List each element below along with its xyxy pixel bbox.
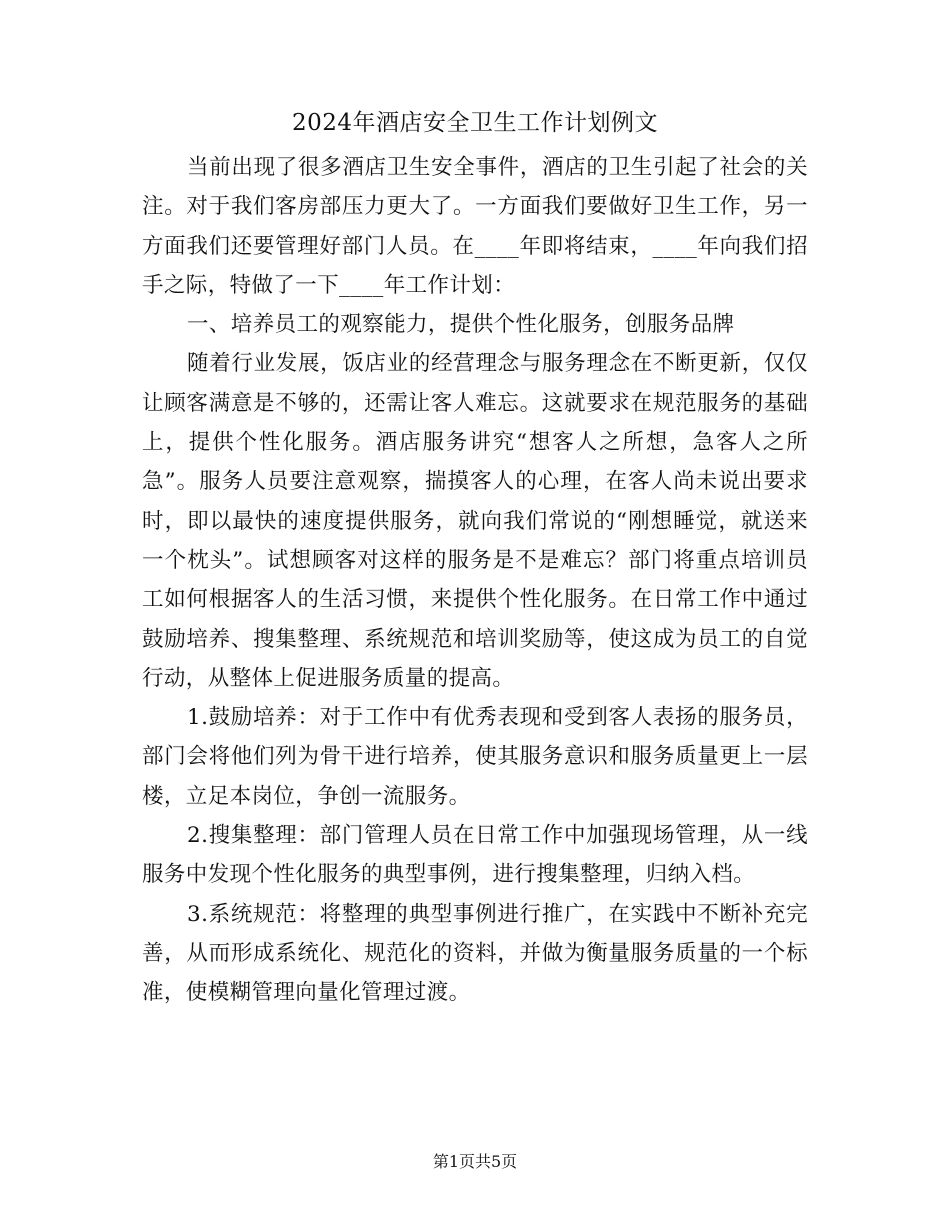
paragraph-intro: 当前出现了很多酒店卫生安全事件，酒店的卫生引起了社会的关注。对于我们客房部压力更大了。一方面我们要做好卫生工作，另一方面我们还要管理好部门人员。在____年即将结束，____年向我们招手之际，特做了一下____年工作计划： xyxy=(142,155,808,298)
list-item: 1.鼓励培养：对于工作中有优秀表现和受到客人表扬的服务员，部门会将他们列为骨干进行培养，使其服务意识和服务质量更上一层楼，立足本岗位，争创一流服务。 xyxy=(142,705,808,809)
list-item: 2.搜集整理：部门管理人员在日常工作中加强现场管理，从一线服务中发现个性化服务的典型事例，进行搜集整理，归纳入档。 xyxy=(142,823,808,888)
list-item: 3.系统规范：将整理的典型事例进行推广，在实践中不断补充完善，从而形成系统化、规范化的资料，并做为衡量服务质量的一个标准，使模糊管理向量化管理过渡。 xyxy=(142,901,808,1006)
document-title: 2024年酒店安全卫生工作计划例文 xyxy=(291,110,659,136)
section-heading: 一、培养员工的观察能力，提供个性化服务，创服务品牌 xyxy=(187,312,735,338)
document-body xyxy=(142,148,808,1013)
page-footer: 第1页共5页 xyxy=(432,1152,518,1171)
paragraph: 随着行业发展，饭店业的经营理念与服务理念在不断更新，仅仅让顾客满意是不够的，还需让客人难忘。这就要求在规范服务的基础上，提供个性化服务。酒店服务讲究“想客人之所想，急客人之所急”。服务人员要注意观察，揣摸客人的心理，在客人尚未说出要求时，即以最快的速度提供服务，就向我们常说的“刚想睡觉，就送来一个枕头”。试想顾客对这样的服务是不是难忘？部门将重点培训员工如何根据客人的生活习惯，来提供个性化服务。在日常工作中通过鼓励培养、搜集整理、系统规范和培训奖励等，使这成为员工的自觉行动，从整体上促进服务质量的提高。 xyxy=(142,351,808,691)
